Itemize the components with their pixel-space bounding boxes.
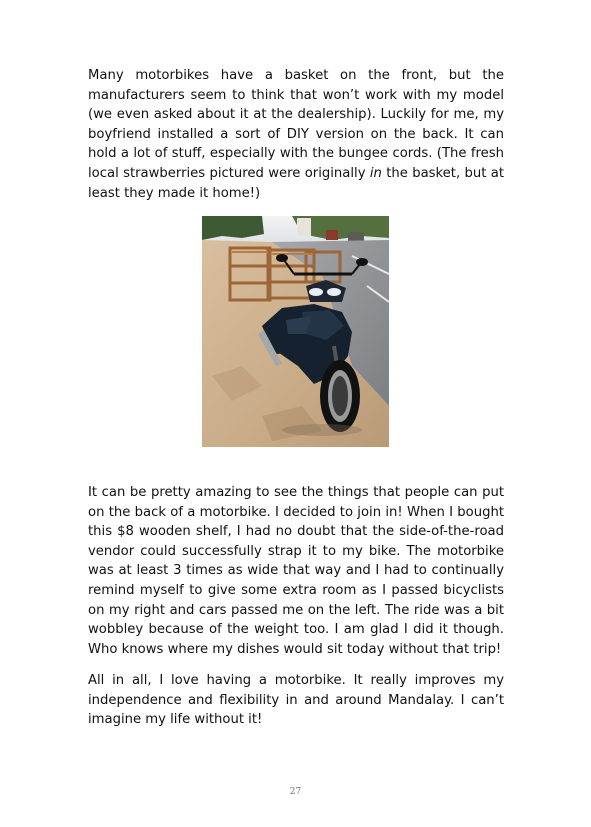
page-number: 27 [289,787,302,797]
paragraph-conclusion: All in all, I love having a motorbike. It really improves my independence and flexibility in and around Mandalay. I can’t imagine my life without it! [88,673,504,728]
motorbike-photo [202,216,389,447]
paragraph-shelf: It can be pretty amazing to see the things that people can put on the back of a motorbike. I decided to join in! When I bought this $8 wooden shelf, I had no doubt that the side-of-the-road vendor could successfully strap it to my bike. The motorbike was at least 3 times as wide that way and I had to continually remind myself to give some extra room as I passed bicyclists on my right and cars passed me on the left. The ride was a bit wobbley because of the weight too. I am glad I did it though. Who knows where my dishes would sit today without that trip! [88,485,504,657]
paragraph-text: Many motorbikes have a basket on the front, but the manufacturers seem to think that won’t work with my model (we even asked about it at the dealership). Luckily for me, my boyfriend installed a sort of DIY version on the back. It can hold a lot of stuff, especially with the bungee cords. (The fresh local strawberries pictured were originally [88,68,504,181]
paragraph-text: the basket, but at least they made it home!) [88,165,504,201]
emphasis-text: in [369,165,382,181]
paragraph-basket [88,66,504,203]
